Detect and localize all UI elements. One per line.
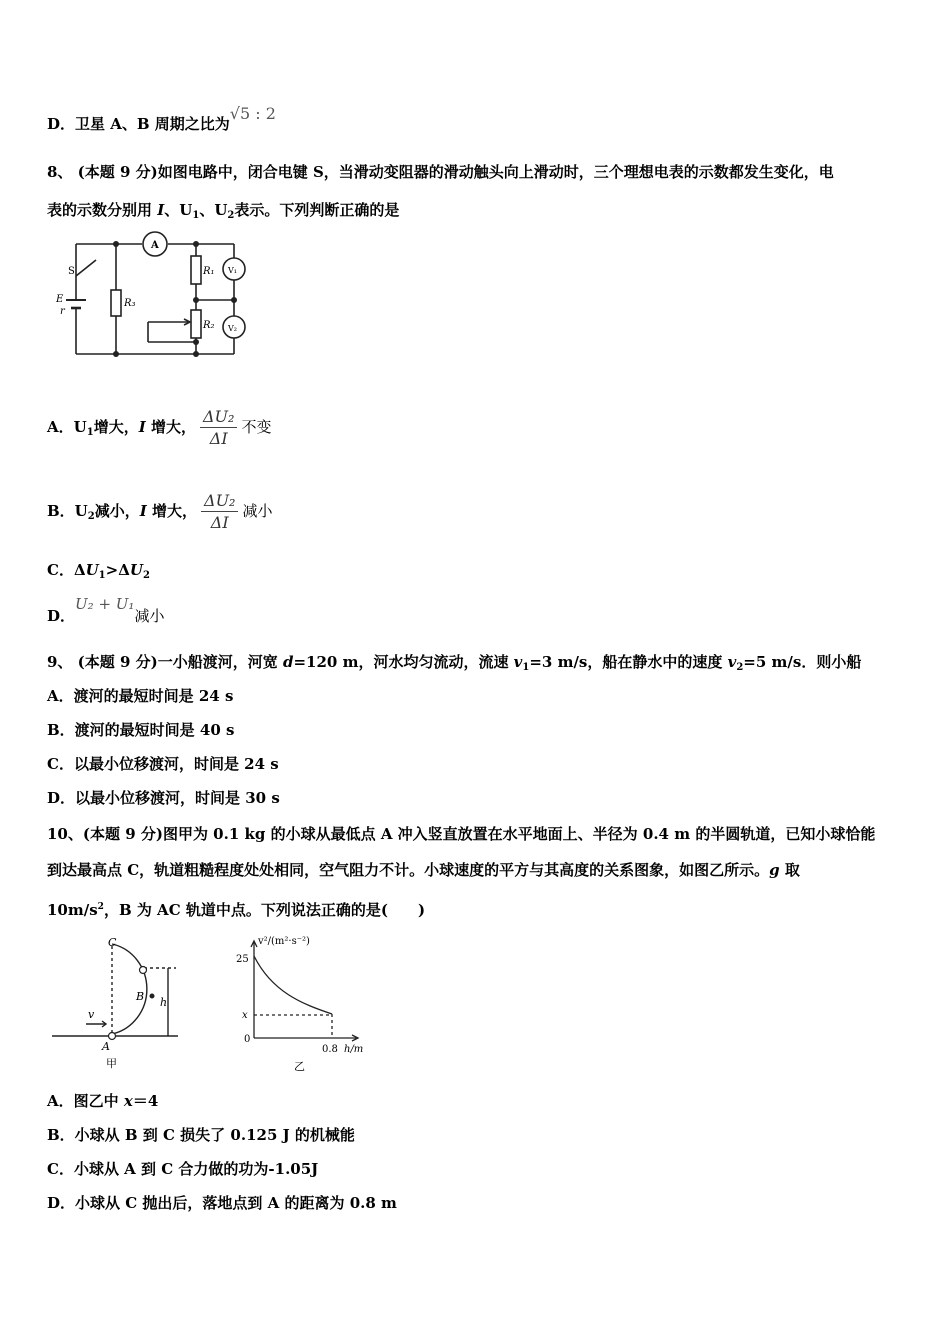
semicircle-track xyxy=(112,944,147,1034)
q10-stem-line1: 10、(本题 9 分)图甲为 0.1 kg 的小球从最低点 A 冲入竖直放置在水平地面上、半径为 0.4 m 的半圆轨道，已知小球恰能 xyxy=(47,825,876,843)
q10-figure-yi xyxy=(232,932,372,1074)
ball-top xyxy=(140,967,147,974)
jia-label-v: v xyxy=(88,1008,95,1021)
q10-figure-jia xyxy=(48,932,188,1074)
q10-option-d: D．小球从 C 抛出后，落地点到 A 的距离为 0.8 m xyxy=(47,1194,397,1212)
label-e: E xyxy=(56,294,64,305)
q10-option-b: B．小球从 B 到 C 损失了 0.125 J 的机械能 xyxy=(47,1126,355,1144)
yi-tick-08: 0.8 xyxy=(322,1044,338,1055)
jia-label-c: C xyxy=(108,936,117,949)
q9-option-d: D．以最小位移渡河，时间是 30 s xyxy=(47,789,280,807)
q10-stem-line2: 到达最高点 C，轨道粗糙程度处处相同，空气阻力不计。小球速度的平方与其高度的关系图象，如图乙所示。g 取 xyxy=(47,861,800,879)
yi-tick-25: 25 xyxy=(236,954,249,965)
q8-option-d: D．U₂ + U₁减小 xyxy=(47,595,165,625)
jia-label-h: h xyxy=(160,996,168,1009)
q10-option-c: C．小球从 A 到 C 合力做的功为-1.05J xyxy=(47,1160,319,1178)
q7-option-d: D．卫星 A、B 周期之比为√5 : 2 xyxy=(47,104,276,133)
switch-s xyxy=(76,260,96,276)
yi-ylabel: v²/(m²·s⁻²) xyxy=(258,936,310,947)
label-r: r xyxy=(60,306,65,317)
q8-a-fraction: $\frac{\text{ΔU₂}}{\Delta I}$ xyxy=(200,407,237,450)
label-s: S xyxy=(68,266,75,277)
q8-stem-line1: 8、 (本题 9 分)如图电路中，闭合电键 S，当滑动变阻器的滑动触头向上滑动时，三个理想电表的示数都发生变化，电 xyxy=(47,163,834,181)
q7-d-ratio: √5 : 2 xyxy=(229,104,276,123)
label-r3: R₃ xyxy=(124,298,136,309)
q9-option-a: A．渡河的最短时间是 24 s xyxy=(47,687,234,705)
q8-option-c: C．$\Delta U_1>\Delta U_2$ xyxy=(47,561,150,581)
yi-xlabel: h/m xyxy=(344,1044,364,1055)
q8-b-fraction: $\frac{\text{ΔU₂}}{\Delta I}$ xyxy=(201,491,238,534)
ball-a xyxy=(109,1033,116,1040)
label-v1: V₁ xyxy=(228,266,237,275)
label-a: A xyxy=(151,240,159,251)
q9-option-b: B．渡河的最短时间是 40 s xyxy=(47,721,235,739)
q8-option-a: A．$U_1$增大，I 增大， $\frac{\text{ΔU₂}}{\Delta I}$ 不变 xyxy=(47,406,272,448)
q9-option-c: C．以最小位移渡河，时间是 24 s xyxy=(47,755,279,773)
yi-caption: 乙 xyxy=(294,1060,305,1073)
label-v2: V₂ xyxy=(228,324,237,333)
jia-label-a: A xyxy=(102,1040,110,1053)
yi-origin: 0 xyxy=(244,1034,251,1045)
q8-stem-line2: 表的示数分别用 I、$U_1$、$U_2$表示。下列判断正确的是 xyxy=(47,201,400,221)
resistor-r1 xyxy=(191,256,201,284)
label-r2: R₂ xyxy=(203,320,215,331)
q10-option-a: A．图乙中 x＝4 xyxy=(47,1092,159,1110)
q10-stem-line3: $10m/s^2$，B 为 AC 轨道中点。下列说法正确的是( ) xyxy=(47,901,426,919)
q8-option-b: B．$U_2$减小，I 增大， $\frac{\text{ΔU₂}}{\Delta I}$ 减小 xyxy=(47,490,273,532)
q8-circuit-diagram xyxy=(52,230,252,365)
point-b xyxy=(150,994,155,999)
label-r1: R₁ xyxy=(203,266,215,277)
resistor-r3 xyxy=(111,290,121,316)
yi-tick-x: x xyxy=(242,1010,248,1021)
jia-caption: 甲 xyxy=(106,1057,117,1070)
resistor-r2 xyxy=(191,310,201,338)
jia-label-b: B xyxy=(136,990,145,1003)
curve xyxy=(254,956,332,1014)
q9-stem: 9、 (本题 9 分)一小船渡河，河宽 d=120 m，河水均匀流动，流速 $v_1=3$ m/s，船在静水中的速度 $v_2=5$ m/s．则小船 xyxy=(47,653,862,673)
